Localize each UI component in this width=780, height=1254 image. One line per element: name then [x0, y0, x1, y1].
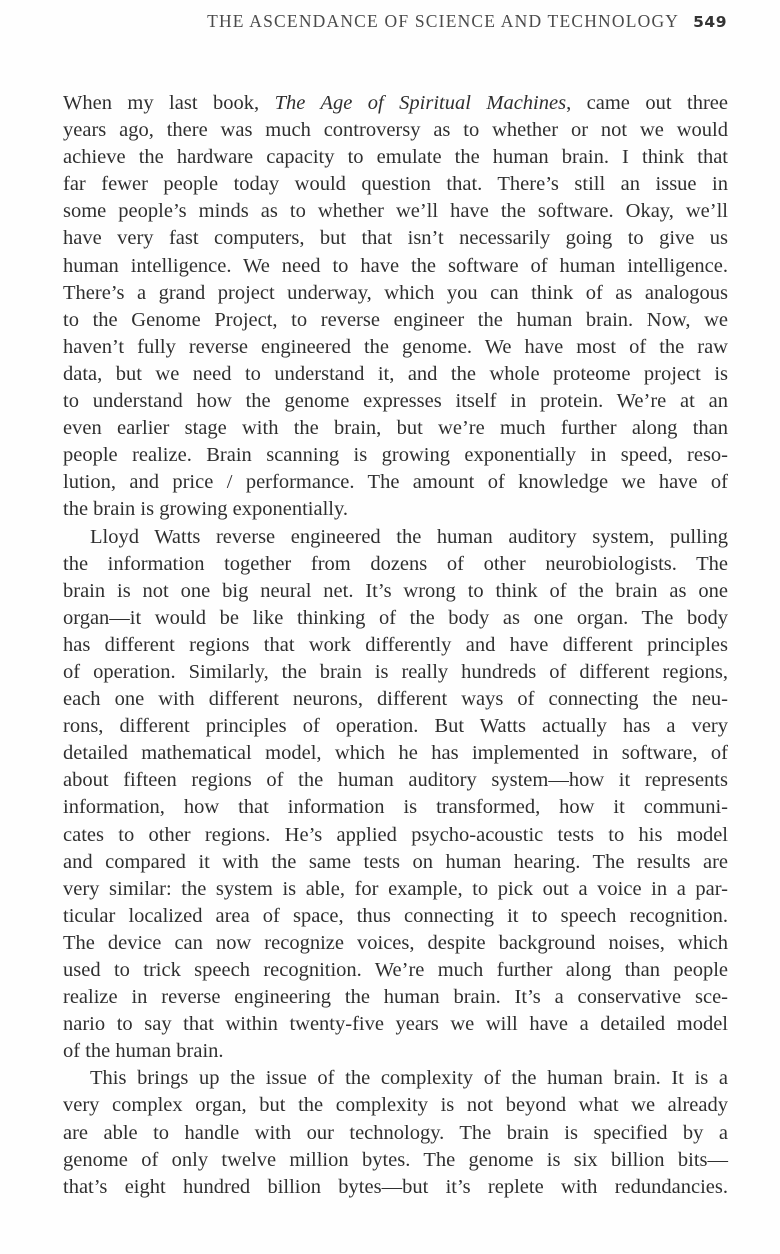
text-line: used to trick speech recognition. We’re much further along than people — [63, 959, 728, 981]
text-line: Lloyd Watts reverse engineered the human auditory system, pulling — [90, 525, 728, 548]
paragraph-2 — [63, 524, 728, 1066]
paragraph-3 — [63, 1065, 728, 1200]
text-line: the brain is growing exponentially. — [63, 498, 349, 521]
text-line: of the human brain. — [63, 1040, 224, 1063]
text-line: even earlier stage with the brain, but we’re much further along than — [63, 417, 728, 440]
text-line: data, but we need to understand it, and the whole proteome project is — [63, 362, 728, 385]
text-line: have very fast computers, but that isn’t necessarily going to give us — [63, 227, 728, 250]
text-line: years ago, there was much controversy as to whether or not we would — [63, 119, 728, 142]
running-header — [207, 11, 727, 32]
text-line: nario to say that within twenty-five years we will have a detailed model — [63, 1013, 728, 1036]
text-line: some people’s minds as to whether we’ll have the software. Okay, we’ll — [63, 200, 728, 223]
text-line: When my last book, The Age of Spiritual Machines, came out three — [63, 92, 728, 114]
text-line: There’s a grand project underway, which you can think of as analogous — [63, 281, 728, 304]
text-line: This brings up the issue of the complexity of the human brain. It is a — [90, 1067, 728, 1090]
text-line: haven’t fully reverse engineered the genome. We have most of the raw — [63, 335, 728, 358]
text-line: to the Genome Project, to reverse engineer the human brain. Now, we — [63, 308, 728, 331]
text-line: of operation. Similarly, the brain is really hundreds of different regions, — [63, 660, 728, 683]
text-line: the information together from dozens of other neurobiologists. The — [63, 552, 728, 575]
text-line: information, how that information is transformed, how it communi- — [63, 796, 728, 819]
text-line: ticular localized area of space, thus connecting it to speech recognition. — [63, 904, 728, 927]
text-line: genome of only twelve million bytes. The genome is six billion bits— — [63, 1148, 728, 1171]
text-line: very complex organ, but the complexity is not beyond what we already — [63, 1094, 728, 1117]
text-line: has different regions that work differently and have different principles — [63, 633, 728, 656]
text-line: rons, different principles of operation. But Watts actually has a very — [63, 715, 728, 738]
text-line: very similar: the system is able, for example, to pick out a voice in a par- — [63, 877, 728, 900]
text-line: human intelligence. We need to have the software of human intelligence. — [63, 254, 728, 277]
text-line: that’s eight hundred billion bytes—but it’s replete with redundancies. — [63, 1175, 728, 1198]
text-line: each one with different neurons, different ways of connecting the neu- — [63, 688, 728, 711]
text-line: The device can now recognize voices, despite background noises, which — [63, 931, 728, 954]
text-line: cates to other regions. He’s applied psycho-acoustic tests to his model — [63, 823, 728, 846]
text-line: to understand how the genome expresses itself in protein. We’re at an — [63, 390, 728, 413]
text-line: organ—it would be like thinking of the body as one organ. The body — [63, 606, 728, 629]
text-line: lution, and price / performance. The amount of knowledge we have of — [63, 471, 728, 494]
body-text — [63, 90, 728, 1201]
text-line: brain is not one big neural net. It’s wrong to think of the brain as one — [63, 579, 728, 602]
text-line: detailed mathematical model, which he has implemented in software, of — [63, 742, 728, 765]
text-line: realize in reverse engineering the human brain. It’s a conservative sce- — [63, 986, 728, 1009]
text-line: are able to handle with our technology. The brain is specified by a — [63, 1121, 728, 1144]
text-line: about fifteen regions of the human auditory system—how it represents — [63, 769, 728, 792]
text-line: and compared it with the same tests on human hearing. The results are — [63, 850, 728, 873]
book-title-italic: The Age of Spiritual Machines — [274, 92, 567, 114]
text-line: achieve the hardware capacity to emulate the human brain. I think that — [63, 146, 728, 169]
running-title: THE ASCENDANCE OF SCIENCE AND TECHNOLOGY — [207, 11, 680, 31]
text-line: far fewer people today would question that. There’s still an issue in — [63, 173, 728, 196]
text-line: people realize. Brain scanning is growing exponentially in speed, reso- — [63, 444, 728, 467]
paragraph-1 — [63, 90, 728, 524]
page-number: 549 — [693, 13, 727, 31]
